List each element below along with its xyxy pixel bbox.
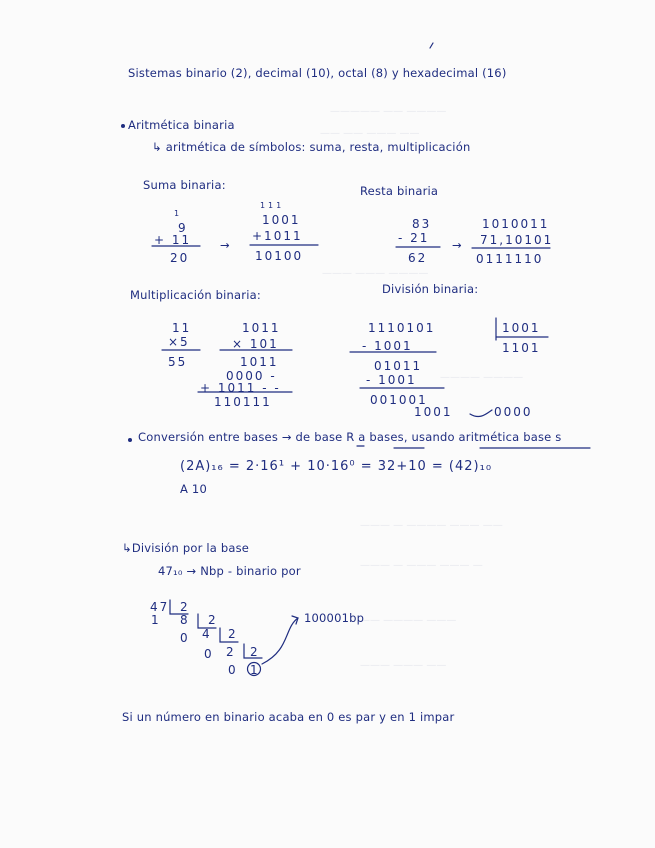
div-step: - 1001 (366, 373, 417, 387)
bleed-through-text: —— ———— ——— (360, 615, 457, 626)
mult-bin-row: 1011 (240, 355, 279, 369)
suma-dec-result: 20 (170, 251, 190, 265)
div-quotient: 1101 (502, 341, 541, 355)
div-base-divisor: 2 (250, 645, 260, 659)
div-base-quotient: 8 (180, 613, 190, 627)
div-title: División binaria: (382, 282, 479, 296)
div-step: 1001 (414, 405, 453, 419)
div-remainder: 0000 (494, 405, 533, 419)
arrow-icon: → (452, 238, 462, 252)
div-bracket (220, 628, 238, 642)
suma-dec-carry: 1 (174, 209, 180, 218)
conversion-formula: (2A)₁₆ = 2·16¹ + 10·16⁰ = 32+10 = (42)₁₀ (180, 459, 493, 474)
pen-mark (430, 43, 433, 48)
div-bracket (244, 644, 262, 658)
mult-dec-a: 11 (172, 321, 192, 335)
div-base-quotient: 4 (202, 627, 212, 641)
div-base-divisor: 2 (208, 613, 218, 627)
div-base-divisor: 2 (228, 627, 238, 641)
suma-dec-a: 9 (178, 221, 188, 235)
mult-dec-result: 55 (168, 355, 188, 369)
div-base-remainder: 0 (228, 663, 238, 677)
arrow-stroke (470, 410, 492, 417)
resta-dec-a: 83 (412, 217, 432, 231)
arrow-stroke (262, 618, 298, 664)
mult-bin-a: 1011 (242, 321, 281, 335)
arrow-icon: → (220, 238, 230, 252)
division-base-title: ↳División por la base (122, 541, 250, 555)
conversion-note: A 10 (180, 482, 207, 496)
div-base-divisor: 2 (180, 600, 190, 614)
division-base-line: 47₁₀ → Nbp - binario por (158, 564, 301, 578)
resta-title: Resta binaria (360, 184, 439, 198)
div-step: 01011 (374, 359, 423, 373)
div-base-remainder: 0 (204, 647, 214, 661)
suma-bin-result: 10100 (255, 249, 304, 263)
resta-bin-b: 71,10101 (480, 233, 554, 247)
resta-bin-result: 0111110 (476, 252, 544, 266)
div-base-dividend: 47 (150, 600, 170, 614)
div-base-last-quotient: 1 (250, 663, 260, 677)
bleed-through-text: ———— ———— (440, 372, 524, 383)
arithmetic-subtitle: ↳ aritmética de símbolos: suma, resta, multiplicación (152, 140, 471, 154)
suma-bin-carry: 1 1 1 (260, 201, 282, 210)
mult-bin-b: × 101 (232, 337, 279, 351)
div-base-remainder: 0 (180, 631, 190, 645)
mult-dec-b: ×5 (168, 335, 190, 349)
bleed-through-text: ——— ——— —— (360, 660, 447, 671)
bleed-through-text: ————— —— ———— (330, 106, 447, 117)
resta-bin-a: 1010011 (482, 217, 550, 231)
div-bracket (170, 600, 188, 614)
suma-dec-b: + 11 (154, 233, 192, 247)
bleed-through-text: ——— — ———— ——— —— (360, 520, 503, 531)
header-line: Sistemas binario (2), decimal (10), octal (8) y hexadecimal (16) (128, 66, 507, 80)
footer-note: Si un número en binario acaba en 0 es par y en 1 impar (122, 710, 455, 724)
div-dividend: 1110101 (368, 321, 436, 335)
suma-bin-a: 1001 (262, 213, 301, 227)
resta-dec-b: - 21 (398, 231, 430, 245)
mult-title: Multiplicación binaria: (130, 288, 261, 302)
div-base-result: 100001bp (304, 611, 365, 625)
mult-bin-row: 110111 (214, 395, 272, 409)
section-title-aritmetica: Aritmética binaria (128, 118, 235, 132)
bleed-through-text: ——— ——— ———— (322, 268, 429, 279)
conversion-title: Conversión entre bases → de base R a bases, usando aritmética base s (138, 430, 562, 444)
div-base-remainder: 1 (151, 613, 161, 627)
div-step: 001001 (370, 393, 428, 407)
mult-bin-row: 0000 - (226, 369, 277, 383)
div-divisor: 1001 (502, 321, 541, 335)
bleed-through-text: ——— — ——— ——— — (360, 560, 483, 571)
div-base-quotient: 2 (226, 645, 236, 659)
final-quotient-circle (248, 663, 261, 676)
div-bracket (198, 614, 216, 628)
suma-bin-b: +1011 (252, 229, 303, 243)
bleed-through-text: —— —— ——— —— (320, 128, 420, 139)
suma-title: Suma binaria: (143, 178, 226, 192)
div-step: - 1001 (362, 339, 413, 353)
mult-bin-row: + 1011 - - (200, 381, 281, 395)
resta-dec-result: 62 (408, 251, 428, 265)
